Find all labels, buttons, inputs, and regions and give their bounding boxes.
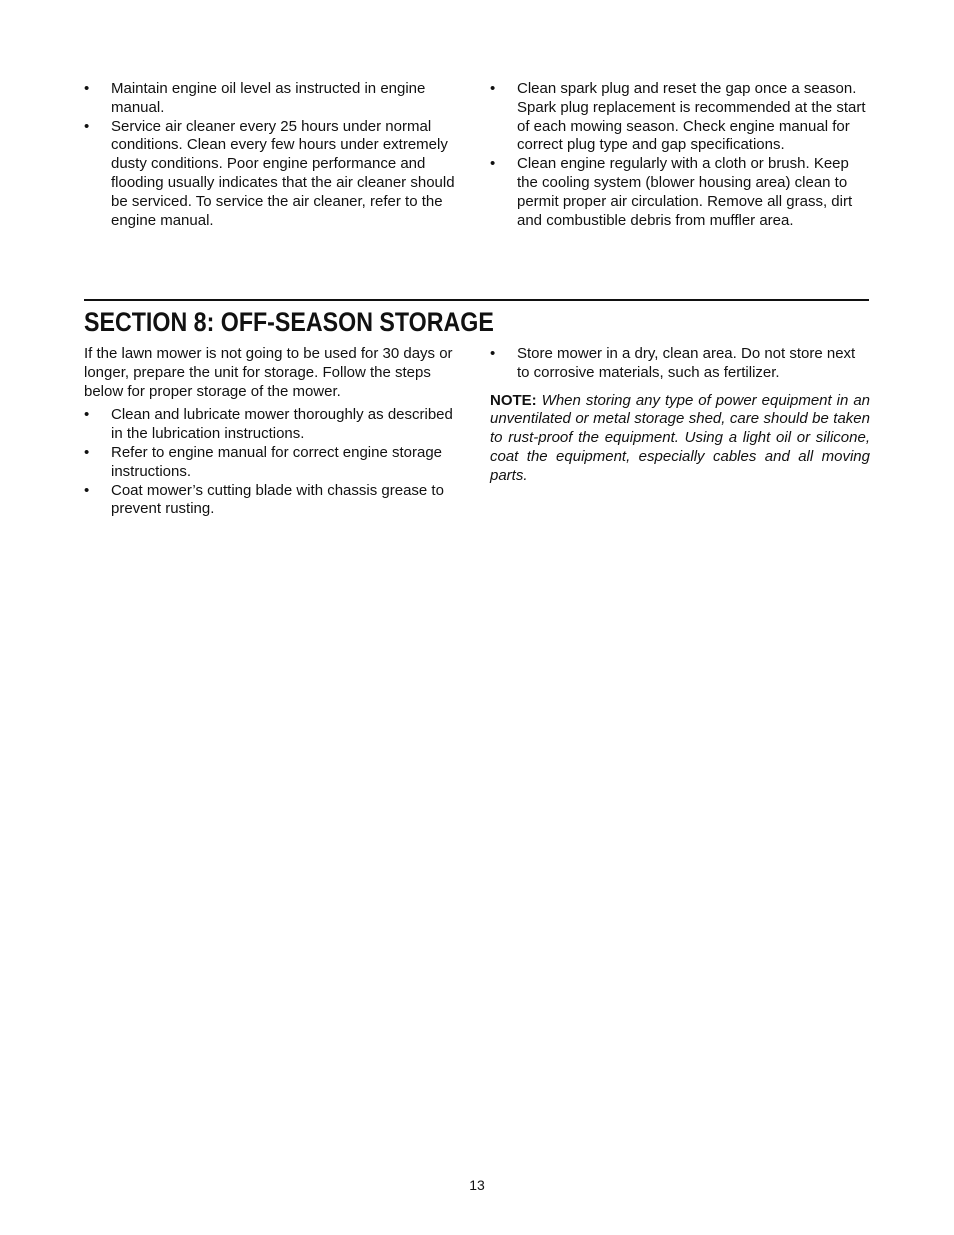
bullet-text: Clean and lubricate mower thoroughly as described in the lubrication instructions. (111, 406, 453, 443)
section-intro: If the lawn mower is not going to be used for 30 days or longer, prepare the unit for storage. Follow the steps below for proper storage of the mower. (84, 345, 453, 400)
list-item (84, 444, 464, 482)
bullet-text: Service air cleaner every 25 hours under normal conditions. Clean every few hours under extremely dusty conditions. Poor engine performance and flooding usually indicates that the air cleaner should be serviced. To service the air cleaner, refer to the engine manual. (111, 117, 455, 229)
page-number: 13 (469, 1177, 485, 1193)
bullet-glyph: • (84, 443, 90, 461)
bullet-text: Clean engine regularly with a cloth or brush. Keep the cooling system (blower housing area) clean to permit proper air circulation. Remove all grass, dirt and combustible debris from muffler area. (517, 155, 853, 229)
section-left-bullet-list (84, 406, 464, 519)
bullet-glyph: • (490, 155, 496, 173)
section-right-column (490, 345, 870, 486)
list-item (84, 482, 464, 520)
section-right-bullet-list (490, 345, 870, 383)
section-title: SECTION 8: OFF-SEASON STORAGE (84, 307, 494, 337)
top-left-bullet-list (84, 80, 464, 230)
note-label: NOTE: (490, 391, 537, 409)
bullet-glyph: • (84, 117, 90, 135)
bullet-glyph: • (490, 80, 496, 97)
list-item (84, 406, 464, 444)
bullet-text: Refer to engine manual for correct engine storage instructions. (111, 443, 443, 480)
top-left-column (84, 80, 464, 230)
bullet-text: Coat mower’s cutting blade with chassis grease to prevent rusting. (111, 481, 444, 518)
bullet-glyph: • (490, 345, 496, 362)
bullet-text: Clean spark plug and reset the gap once a season. Spark plug replacement is recommended at the start of each mowing season. Check engine manual for correct plug type and gap specifications. (517, 80, 866, 154)
top-right-column (490, 80, 871, 230)
note-text: When storing any type of power equipment in an unventilated or metal storage shed, care should be taken to rust-proof the equipment. Using a light oil or silicone, coat the equipment, especially cables and all moving parts. (490, 391, 870, 484)
list-item (490, 345, 870, 383)
bullet-glyph: • (84, 80, 90, 97)
bullet-glyph: • (84, 481, 90, 499)
list-item (490, 80, 871, 155)
section-left-column (84, 345, 464, 519)
bullet-text: Maintain engine oil level as instructed in engine manual. (111, 80, 426, 116)
list-item (84, 80, 464, 118)
bullet-glyph: • (84, 406, 90, 424)
list-item (490, 155, 871, 230)
top-right-bullet-list (490, 80, 871, 230)
bullet-text: Store mower in a dry, clean area. Do not store next to corrosive materials, such as fertilizer. (517, 345, 856, 381)
list-item (84, 118, 464, 231)
section-divider (84, 299, 869, 301)
storage-note (490, 392, 870, 486)
